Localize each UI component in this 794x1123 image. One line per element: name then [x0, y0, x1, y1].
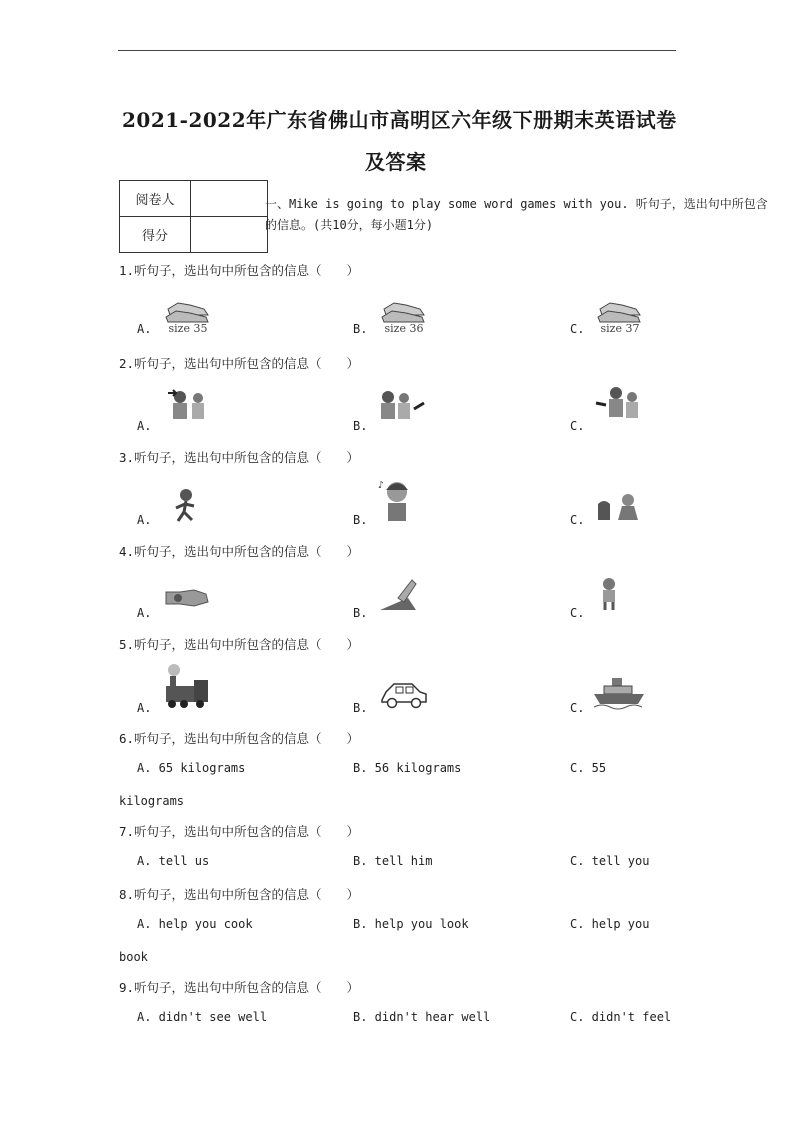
section-heading-line2: 的信息。(共10分，每小题1分) [265, 218, 434, 232]
running-boy-icon [170, 488, 200, 524]
option-label: A. [137, 606, 152, 620]
option-text: B. 56 kilograms [353, 761, 462, 775]
shoes-icon [596, 295, 644, 335]
score-label: 得分 [120, 217, 191, 253]
girl-singing-icon [376, 476, 418, 524]
option-label: A. [137, 701, 152, 715]
question-stem: 9.听句子，选出句中所包含的信息（ ） [119, 980, 360, 995]
girl-sitting-icon [594, 490, 642, 524]
option-label: A. [137, 419, 152, 433]
question-stem: 7.听句子，选出句中所包含的信息（ ） [119, 824, 360, 839]
question-stem: 1.听句子，选出句中所包含的信息（ ） [119, 263, 360, 278]
option-label: C. [570, 606, 585, 620]
size-caption: size 37 [600, 322, 640, 335]
question-stem: 2.听句子，选出句中所包含的信息（ ） [119, 356, 360, 371]
header-rule [118, 50, 676, 51]
question-stem: 6.听句子，选出句中所包含的信息（ ） [119, 731, 360, 746]
children-arrow-icon [166, 385, 210, 429]
option-text: C. didn't feel [570, 1010, 672, 1024]
option-label: B. [353, 606, 368, 620]
shoes-icon [380, 295, 428, 335]
question-stem: 4.听句子，选出句中所包含的信息（ ） [119, 544, 360, 559]
ship-icon [592, 674, 646, 712]
section-heading: 一、Mike is going to play some word games with you. 听句子，选出句中所包含 [265, 197, 768, 211]
option-label: A. [137, 322, 152, 336]
shoes-icon [164, 295, 212, 335]
option-label: A. [137, 513, 152, 527]
option-label: B. [353, 513, 368, 527]
foot-icon [378, 576, 418, 612]
option-label: B. [353, 701, 368, 715]
option-text: B. tell him [353, 854, 433, 868]
score-box[interactable] [191, 217, 268, 253]
train-icon [162, 662, 212, 712]
children-arrow-icon [378, 385, 426, 429]
page-title: 2021-2022年广东省佛山市高明区六年级下册期末英语试卷 [122, 108, 677, 132]
size-caption: size 35 [168, 322, 208, 335]
option-label: C. [570, 513, 585, 527]
option-text: B. didn't hear well [353, 1010, 491, 1024]
boy-standing-icon [596, 576, 622, 612]
option-label: C. [570, 419, 585, 433]
option-text-wrap: book [119, 950, 148, 964]
option-label: B. [353, 322, 368, 336]
children-arrow-icon [594, 383, 644, 429]
page-title-line2: 及答案 [365, 150, 427, 174]
grader-name-box[interactable] [191, 181, 268, 217]
option-text: A. help you cook [137, 917, 253, 931]
option-text: C. help you [570, 917, 650, 931]
option-text: C. 55 [570, 761, 607, 775]
option-text: B. help you look [353, 917, 469, 931]
question-stem: 3.听句子，选出句中所包含的信息（ ） [119, 450, 360, 465]
option-label: C. [570, 322, 585, 336]
grader-table [119, 180, 268, 253]
option-text: A. tell us [137, 854, 210, 868]
question-stem: 8.听句子，选出句中所包含的信息（ ） [119, 887, 360, 902]
question-stem: 5.听句子，选出句中所包含的信息（ ） [119, 637, 360, 652]
option-text: A. didn't see well [137, 1010, 268, 1024]
option-label: B. [353, 419, 368, 433]
car-icon [378, 680, 430, 710]
grader-label: 阅卷人 [120, 181, 191, 217]
option-label: C. [570, 701, 585, 715]
hand-icon [164, 584, 210, 612]
size-caption: size 36 [384, 322, 424, 335]
option-text: C. tell you [570, 854, 650, 868]
svg-text:♪: ♪ [378, 480, 385, 491]
option-text: A. 65 kilograms [137, 761, 246, 775]
option-text-wrap: kilograms [119, 794, 185, 808]
